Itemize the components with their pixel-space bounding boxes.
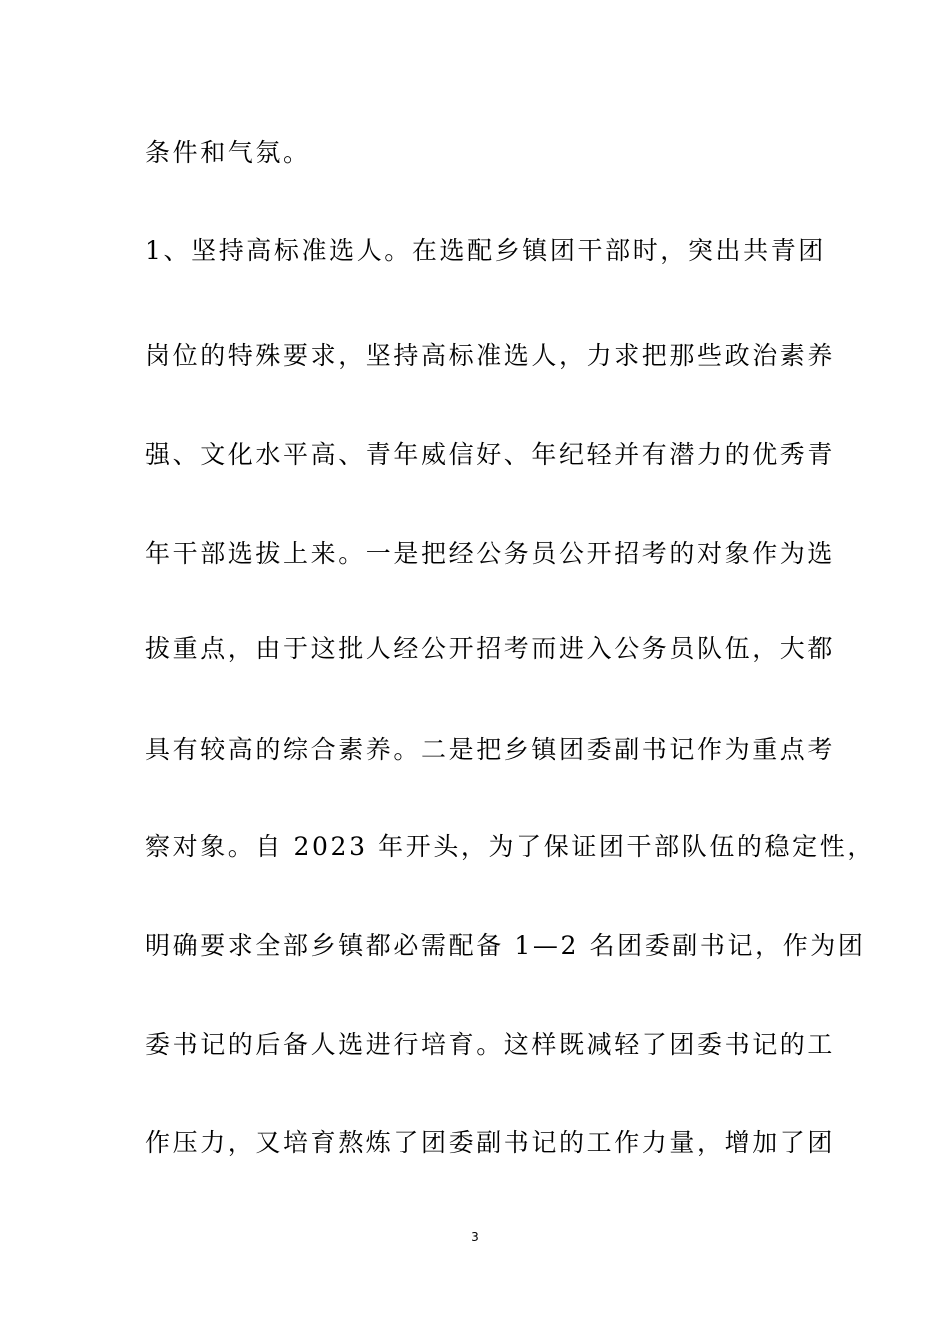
body-text-line: 年干部选拔上来。一是把经公务员公开招考的对象作为选 xyxy=(145,539,836,568)
body-text-line: 岗位的特殊要求，坚持高标准选人，力求把那些政治素养 xyxy=(145,341,836,370)
body-text-line: 1、坚持高标准选人。在选配乡镇团干部时，突出共青团 xyxy=(145,236,826,265)
body-text-line: 委书记的后备人选进行培育。这样既减轻了团委书记的工 xyxy=(145,1030,836,1059)
body-text-line: 强、文化水平高、青年威信好、年纪轻并有潜力的优秀青 xyxy=(145,440,836,469)
body-text-line: 条件和气氛。 xyxy=(145,138,311,167)
body-text-line: 作压力，又培育熬炼了团委副书记的工作力量，增加了团 xyxy=(145,1128,836,1157)
body-text-line: 明确要求全部乡镇都必需配备 1—2 名团委副书记，作为团 xyxy=(145,931,866,960)
body-text-line: 察对象。自 2023 年开头，为了保证团干部队伍的稳定性， xyxy=(145,832,875,861)
body-text-line: 具有较高的综合素养。二是把乡镇团委副书记作为重点考 xyxy=(145,735,836,764)
body-text-line: 拔重点，由于这批人经公开招考而进入公务员队伍，大都 xyxy=(145,634,836,663)
page-number: 3 xyxy=(471,1230,479,1244)
